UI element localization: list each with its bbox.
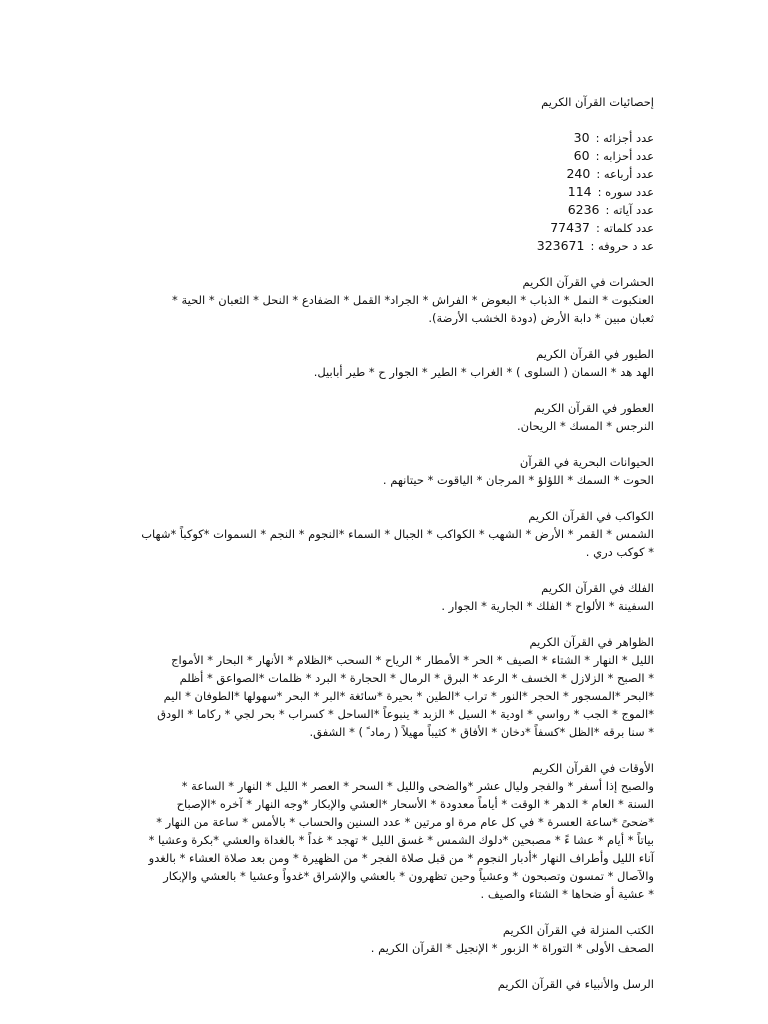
- section-line: آناء الليل وأطراف النهار *أدبار النجوم * من قبل صلاة الفجر * من الظهيرة * ومن بعد صلاة العشاء * بالغدو: [148, 851, 654, 865]
- section-line: * الصبح * الزلازل * الخسف * الرعد * البرق * الرمال * الحجارة * البرد * ظلمات *الصواعق * أظلم: [179, 671, 654, 685]
- stat-value: 30: [573, 130, 590, 145]
- section-body: [109, 651, 654, 741]
- section-line: بياتاً * أيام * عشا ءً * مصبحين *دلوك الشمس * غسق الليل * تهجد * غداً * بالغداة والعشي *بكرة وعشيا *: [148, 833, 654, 847]
- section-line: النرجس * المسك * الريحان.: [517, 419, 654, 433]
- stat-label: عد د حروفه :: [590, 239, 654, 253]
- section-line: والصبح إذا أسفر * والفجر وليال عشر *والضحى والليل * السحر * العصر * الليل * النهار * الساعة *: [181, 779, 654, 793]
- section-ships: [109, 579, 654, 615]
- stat-row: [109, 165, 654, 183]
- section-line: الحوت * السمك * اللؤلؤ * المرجان * الياقوت * حيتانهم .: [382, 473, 654, 487]
- stat-value: 323671: [536, 238, 585, 253]
- section-line: الشمس * القمر * الأرض * الشهب * الكواكب * الجبال * السماء *النجوم * النجم * السموات *كوكباً *شهاب: [141, 527, 654, 541]
- section-title: العطور في القرآن الكريم: [534, 401, 654, 415]
- section-line: * كوكب دري .: [585, 545, 654, 559]
- stats-list: [109, 129, 654, 255]
- section-line: السفينة * الألواح * الفلك * الجارية * الجوار .: [441, 599, 654, 613]
- section-planets: [109, 507, 654, 561]
- section-line: *الموج * الجب * رواسي * اودية * السيل * الزبد * ينبوعاً *الساحل * كسراب * بحر لجي * ركاما * الودق: [157, 707, 654, 721]
- stat-row: [109, 147, 654, 165]
- stat-label: عدد أجزائه :: [595, 131, 654, 145]
- section-sea-animals: [109, 453, 654, 489]
- section-title: الكواكب في القرآن الكريم: [528, 509, 654, 523]
- section-line: الصحف الأولى * التوراة * الزبور * الإنجيل * القرآن الكريم .: [370, 941, 654, 955]
- stat-value: 60: [573, 148, 590, 163]
- section-line: السنة * العام * الدهر * الوقت * أياماً معدودة * الأسحار *العشي والإبكار *وجه النهار * آخره *الإصباح: [176, 797, 654, 811]
- section-perfumes: [109, 399, 654, 435]
- section-title: الأوقات في القرآن الكريم: [532, 761, 654, 775]
- section-title: الطيور في القرآن الكريم: [536, 347, 654, 361]
- section-line: * سنا برقه *الظل *كسفاً *دخان * الأفاق * كثيباً مهيلاً ( رماد ً ) * الشفق.: [309, 725, 654, 739]
- stat-row: [109, 183, 654, 201]
- section-insects: [109, 273, 654, 327]
- stat-row: [109, 237, 654, 255]
- section-title: الفلك في القرآن الكريم: [541, 581, 654, 595]
- section-body: [109, 777, 654, 903]
- spacer: [109, 111, 654, 129]
- section-title: الحشرات في القرآن الكريم: [522, 275, 654, 289]
- section-phenomena: [109, 633, 654, 741]
- section-line: * عشية أو ضحاها * الشتاء والصيف .: [480, 887, 654, 901]
- page-title: إحصائيات القرآن الكريم: [541, 95, 654, 109]
- section-title: الرسل والأنبياء في القرآن الكريم: [497, 977, 654, 991]
- section-books: [109, 921, 654, 957]
- stat-value: 6236: [567, 202, 600, 217]
- stat-value: 77437: [550, 220, 590, 235]
- stat-value: 114: [567, 184, 592, 199]
- stat-row: [109, 129, 654, 147]
- stat-label: عدد آياته :: [605, 203, 654, 217]
- document-body: [109, 93, 654, 993]
- stat-label: عدد أحزابه :: [595, 149, 654, 163]
- section-body: [109, 417, 654, 435]
- section-title: الكتب المنزلة في القرآن الكريم: [502, 923, 654, 937]
- section-line: العنكبوت * النمل * الذباب * البعوض * الفراش * الجراد* القمل * الضفادع * النحل * الثعبان * الحية *: [172, 293, 654, 307]
- stat-label: عدد سوره :: [597, 185, 654, 199]
- section-line: *ضحىً *ساعة العسرة * في كل عام مرة او مرتين * عدد السنين والحساب * بالأمس * ساعة من النهار *: [156, 815, 654, 829]
- section-line: ثعبان مبين * دابة الأرض (دودة الخشب الأرضة).: [428, 311, 654, 325]
- stat-row: [109, 219, 654, 237]
- stat-label: عدد أرباعه :: [596, 167, 654, 181]
- section-body: [109, 525, 654, 561]
- section-body: [109, 471, 654, 489]
- section-line: *البحر *المسجور * الحجر *النور * تراب *الطين * بحيرة *سائغة *البر * البحر *سهولها *الطوفان * اليم: [163, 689, 654, 703]
- section-line: الليل * النهار * الشتاء * الصيف * الحر * الأمطار * الرياح * السحب *الظلام * الأنهار * البحار * الأمواج: [171, 653, 654, 667]
- section-times: [109, 759, 654, 903]
- section-title: الظواهر في القرآن الكريم: [529, 635, 654, 649]
- section-body: [109, 363, 654, 381]
- section-line: والآصال * تمسون وتصبحون * وعشياً وحين تظهرون * بالعشي والإشراق *غدواً وعشيا * بالعشي والإبكار: [163, 869, 654, 883]
- section-prophets: [109, 975, 654, 993]
- section-body: [109, 291, 654, 327]
- section-birds: [109, 345, 654, 381]
- section-line: الهد هد * السمان ( السلوى ) * الغراب * الطير * الجوار ح * طير أبابيل.: [313, 365, 654, 379]
- section-body: [109, 939, 654, 957]
- stat-value: 240: [566, 166, 591, 181]
- section-title: الحيوانات البحرية في القرآن: [519, 455, 654, 469]
- section-body: [109, 597, 654, 615]
- stat-row: [109, 201, 654, 219]
- stat-label: عدد كلماته :: [595, 221, 654, 235]
